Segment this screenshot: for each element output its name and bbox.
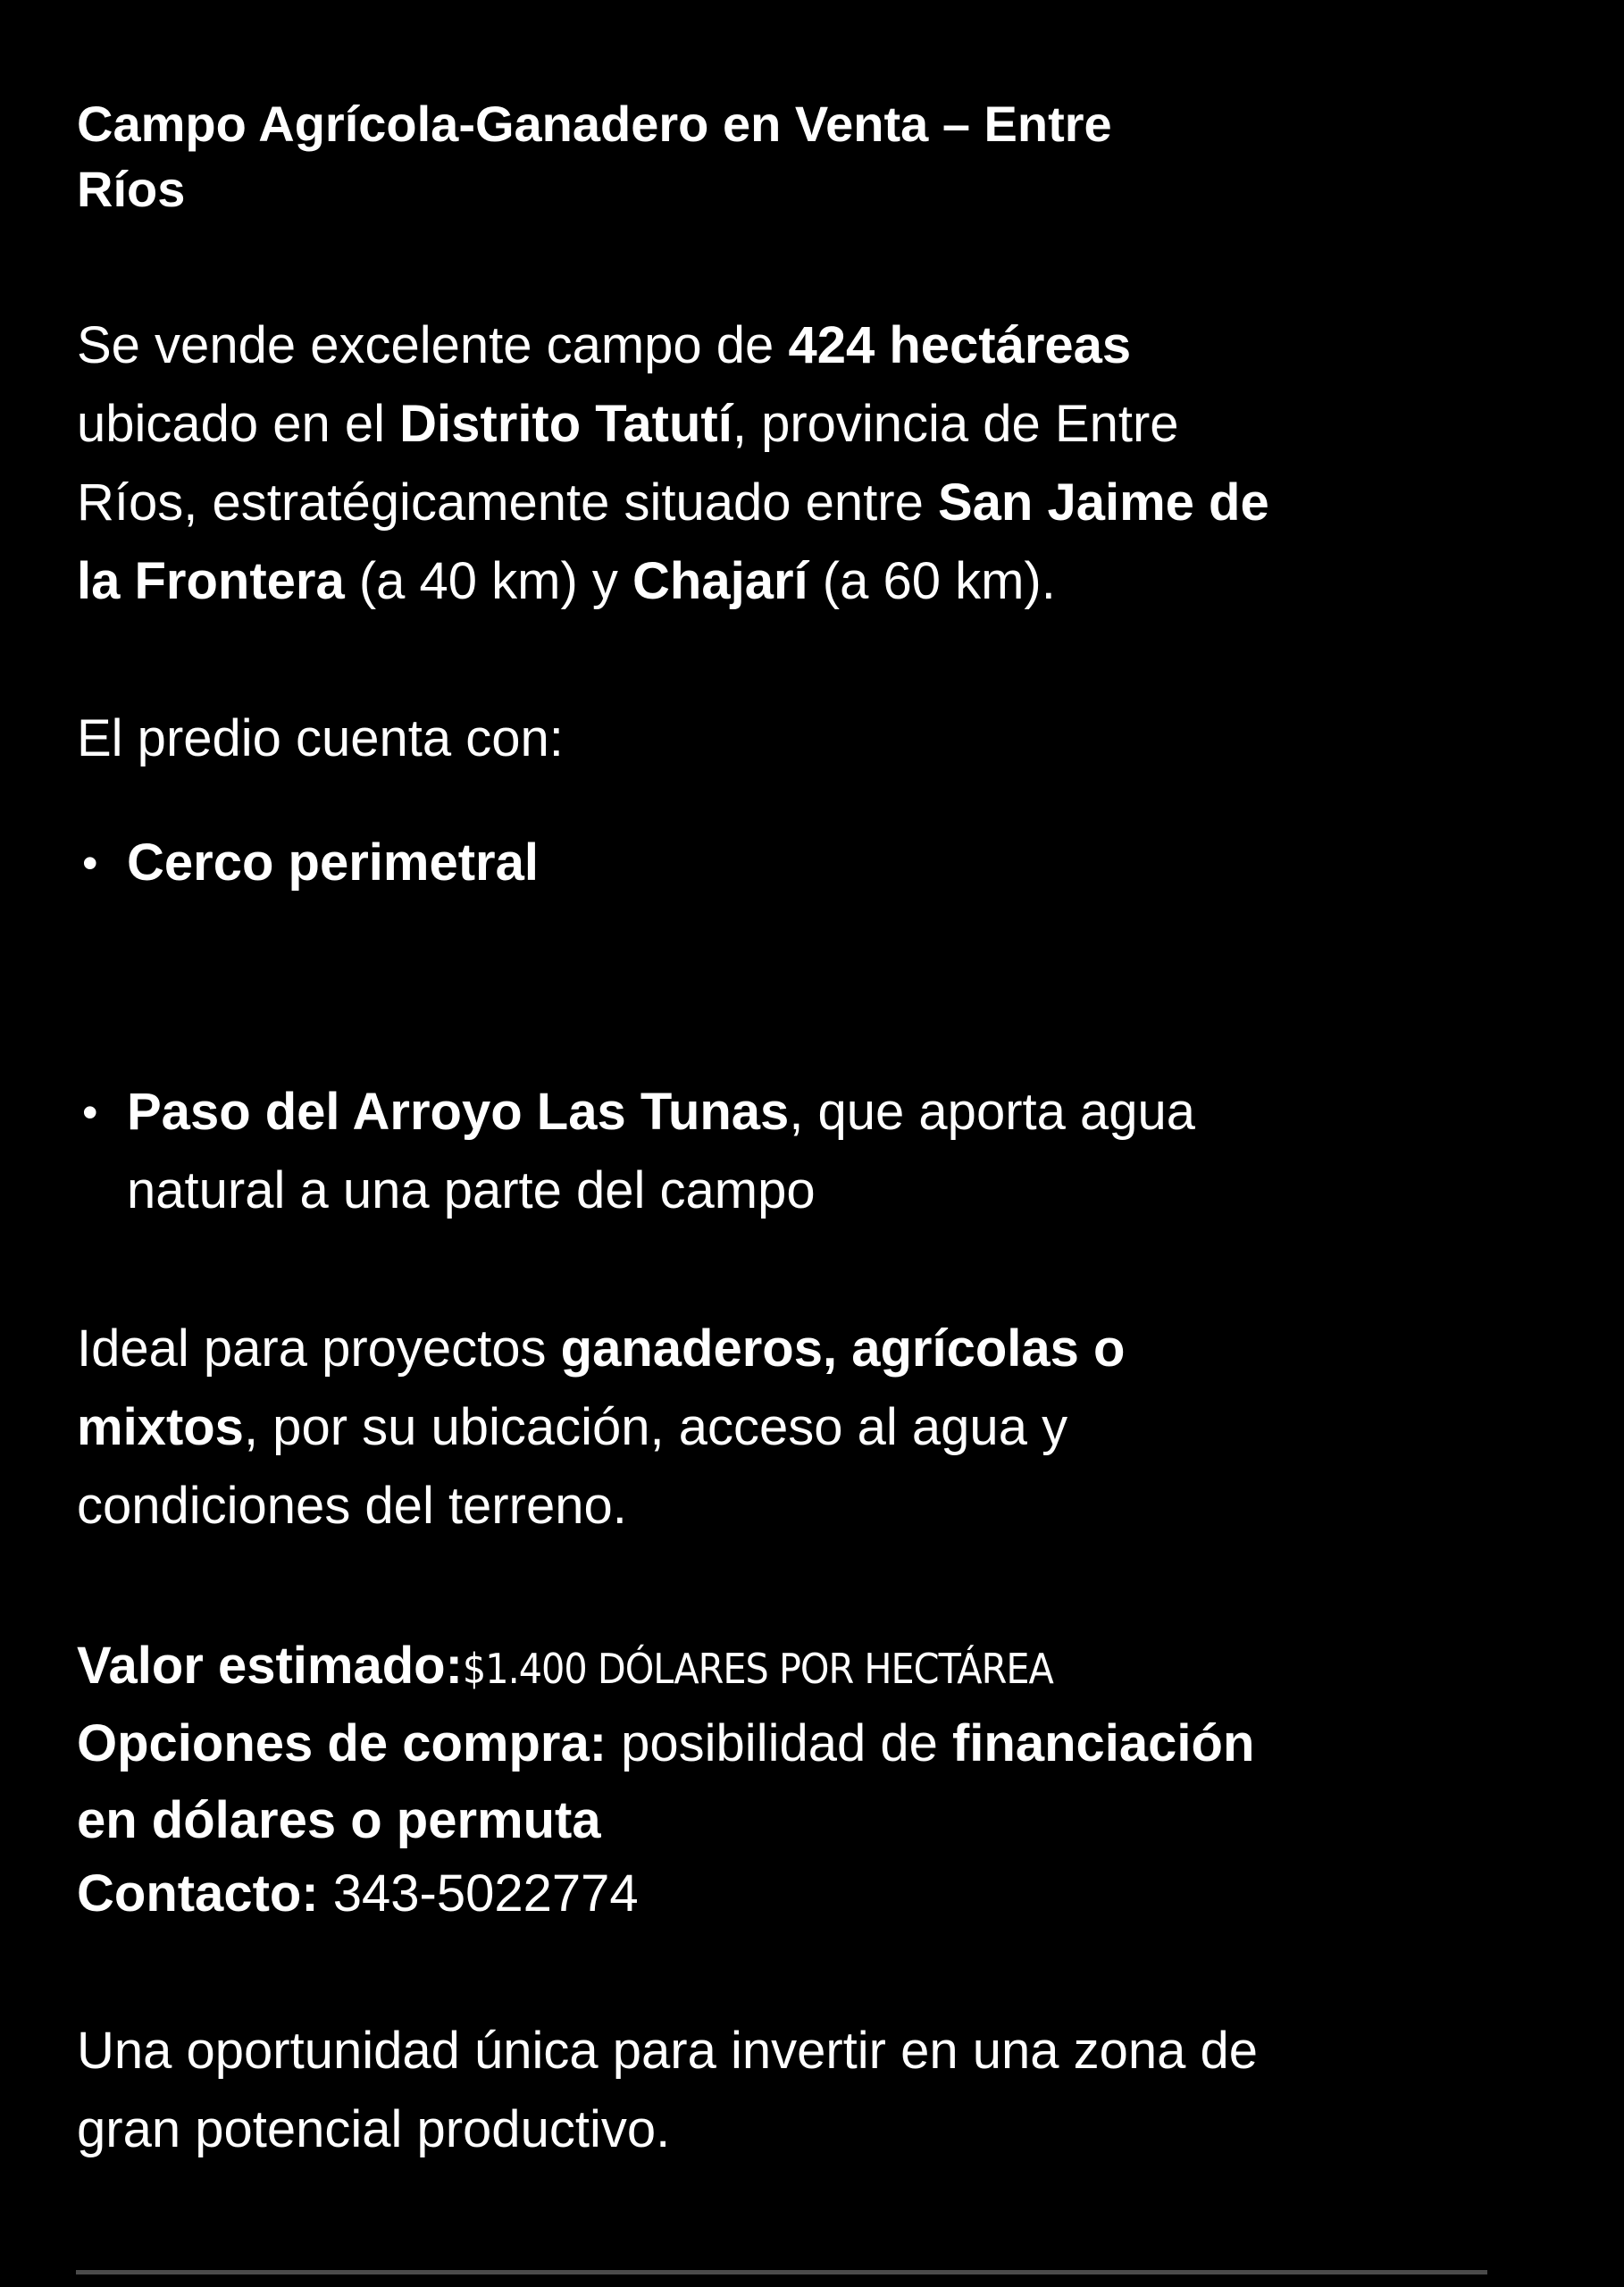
contact-line [77, 1855, 639, 1933]
text: posibilidad de [607, 1714, 952, 1772]
town-highlight: San Jaime de [937, 473, 1269, 532]
value-line [77, 1627, 1053, 1705]
bullet-icon: • [82, 1087, 98, 1137]
text: Ideal para proyectos [77, 1319, 561, 1378]
financing-highlight: financiación [951, 1714, 1255, 1772]
bullet-icon: • [82, 838, 98, 888]
text: ubicado en el [77, 395, 400, 453]
feature-label: Paso del Arroyo Las Tunas [127, 1083, 790, 1141]
phone-number[interactable]: 343-5022774 [318, 1864, 639, 1923]
area-highlight: 424 hectáreas [788, 316, 1132, 374]
feature-item [127, 1073, 1195, 1152]
value-label: Valor estimado: [77, 1637, 463, 1695]
town-highlight: Chajarí [632, 552, 808, 610]
text-line: Una oportunidad única para invertir en una zona de [77, 2022, 1259, 2080]
text-line: gran potencial productivo. [77, 2100, 671, 2158]
town-highlight: la Frontera [77, 552, 345, 610]
title-line: Ríos [77, 161, 186, 217]
contact-label: Contacto: [77, 1864, 319, 1923]
text-line [77, 464, 1269, 542]
text: , provincia de Entre [732, 395, 1179, 453]
title-line: Campo Agrícola-Ganadero en Venta – Entre [77, 96, 1112, 152]
text-line [77, 542, 1056, 621]
feature-label: Cerco perimetral [127, 834, 539, 892]
divider [76, 2270, 1487, 2274]
use-highlight: ganaderos, agrícolas o [560, 1319, 1126, 1378]
text-line [77, 385, 1179, 464]
text: Se vende excelente campo de [77, 316, 789, 374]
text: (a 60 km). [808, 552, 1056, 610]
text: Ríos, estratégicamente situado entre [77, 473, 938, 532]
options-line [77, 1705, 1254, 1783]
text-line: condiciones del terreno. [77, 1477, 627, 1535]
use-highlight: mixtos [77, 1398, 244, 1456]
options-line-continued [77, 1781, 601, 1860]
text-line [77, 1388, 1067, 1467]
options-highlight: en dólares o permuta [77, 1791, 601, 1849]
text: , que aporta agua [789, 1083, 1196, 1141]
text: (a 40 km) y [344, 552, 633, 610]
text-line [77, 1310, 1125, 1388]
feature-item [127, 824, 539, 902]
feature-item-continued: natural a una parte del campo [127, 1161, 816, 1219]
text-line [77, 306, 1131, 385]
price-value: $1.400 DÓLARES POR HECTÁREA [462, 1645, 1053, 1693]
features-heading: El predio cuenta con: [77, 709, 564, 767]
options-label: Opciones de compra: [77, 1714, 607, 1772]
district-highlight: Distrito Tatutí [399, 395, 732, 453]
text: , por su ubicación, acceso al agua y [243, 1398, 1068, 1456]
